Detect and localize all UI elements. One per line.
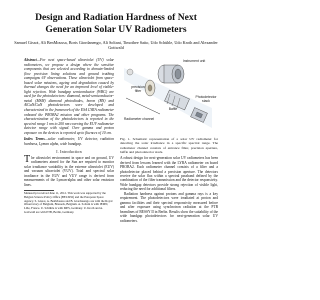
right-column — [120, 58, 218, 223]
title-line-1: Design and Radiation Hardness of Next — [35, 12, 197, 23]
right-paragraph-1: A robust design for next-generation solar UV radiometers has been derived from lessons learned with the LYRA radiometer on board PROBA2. Each radiometer channel consists of a filter and a photodetector placed behind a precision aperture. The detectors receive the solar flux within a spectral passband defined by the combination of the filter transmission and the detector responsivity. Wide bandgap detectors provide strong rejection of visible light, reducing the need for additional filters. — [120, 156, 218, 192]
aperture-flange — [127, 69, 133, 75]
label-precision-filter: precision filter — [131, 85, 145, 93]
left-column — [24, 58, 114, 214]
label-photodetector-stack: Photodetector stack — [195, 95, 217, 103]
label-instrument-unit: Instrument unit — [182, 59, 206, 63]
paper-title — [10, 12, 222, 35]
title-line-2: Generation Solar UV Radiometers — [45, 23, 187, 35]
right-paragraph-2: Radiation hardness against protons and gamma rays is a key requirement. The photodetectors were irradiated at proton and gamma facilities and their spectral responsivity measured before and after exposure using synchrotron radiation at the PTB beamlines of BESSY II in Berlin. Results show the suitability of the wide bandgap photodetectors for next-generation solar UV radiometers. — [120, 191, 218, 223]
figure-caption: Fig. 1. Schematic representation of a solar UV radiometer for detecting the solar irradiance in a specific spectral range. The radiometer channel consists of entrance filter, precision aperture, baffle and photodetector stack. — [120, 137, 218, 154]
instrument-unit-drawing — [158, 65, 184, 83]
index-terms-label: Index Terms — [24, 137, 45, 142]
author-list: Samuel Gissot, Ali BenMoussa, Boris Giordanengo, Ali Soltani, Timothee Saito, Udo Schühle, Udo Kroth and Alexander Gottwald — [14, 40, 218, 51]
drop-cap: T — [24, 154, 31, 166]
channel-arrow — [126, 98, 160, 114]
footnote: Manuscript received June 11, 2012. This work was supported by the Belgian Science Policy Office (BELSPO) and the European Space Agency. S. Gissot, A. BenMoussa and B. Giordanengo are with the Royal Observatory of Belgium, Brussels, Belgium. A. Soltani is with IEMN, Lille, France. U. Schühle is with MPS, Germany. U. Kroth and A. Gottwald are with PTB, Berlin, Germany. — [24, 191, 113, 214]
introduction-paragraph — [24, 156, 114, 187]
abstract-text: For next space-based ultraviolet (UV) solar radiometers, we propose a design where the sensitive components that are selected according to domain-limited (low precision lining solutions and ground truthing campaigns 6V observations. These ultraviolet from space-based solar missions, ageing and degradation caused by thermal changes the need for an improved level of visible-light rejection. Wide bandgap semiconductor (WBG) are used for the photodetectors: diamond, metal-semiconductor-metal (MSM) diamond photodiodes, boron (BN) and AlGaN/GaN photodetectors were developed and characterized in the framework of the ESA LYRA radiometer onboard the PROBA2 mission and other programs. The characterization of the photodetectors is reported in the spectral range 1 nm to 200 nm covering the EUV radiometer detector range with signal. Over gamma and proton exposure on the devices is reported up to fluences of 10 cm. — [24, 58, 114, 135]
abstract-label: Abstract — [24, 58, 37, 62]
abstract: Abstract—For next space-based ultraviolet (UV) solar radiometers, we propose a design where the sensitive components that are selected according to domain-limited (low precision lining solutions and ground truthing campaigns 6V observations. These ultraviolet from space-based solar missions, ageing and degradation caused by thermal changes the need for an improved level of visible-light rejection. Wide bandgap semiconductor (WBG) are used for the photodetectors: diamond, metal-semiconductor-metal (MSM) diamond photodiodes, boron (BN) and AlGaN/GaN photodetectors were developed and characterized in the framework of the ESA LYRA radiometer onboard the PROBA2 mission and other programs. The characterization of the photodetectors is reported in the spectral range 1 nm to 200 nm covering the EUV radiometer detector range with signal. Over gamma and proton exposure on the devices is reported up to fluences of 10 cm. — [24, 58, 114, 135]
index-terms-text: solar radiometer, UV detector, radiation hardness, Lyman alpha, wide bandgap. — [24, 137, 114, 146]
introduction-text: he ultraviolet environment in space and on ground, UV radiometers aimed for the Sun are required to monitor solar irradiance variability in the extreme ultraviolet (EUV) and vacuum ultraviolet (VUV). Total and spectral solar irradiance in the EUV and VUV range is derived from measurements of the Lyman-alpha and other solar emission lines. — [24, 155, 114, 187]
label-radiometer-channel: Radiometer channel — [123, 117, 155, 121]
index-terms: Index Terms—solar radiometer, UV detector, radiation hardness, Lyman alpha, wide bandgap. — [24, 137, 114, 146]
section-heading-introduction: I. Introduction — [56, 150, 82, 155]
figure-1 — [120, 58, 218, 136]
label-baffle: Baffle — [168, 107, 178, 111]
